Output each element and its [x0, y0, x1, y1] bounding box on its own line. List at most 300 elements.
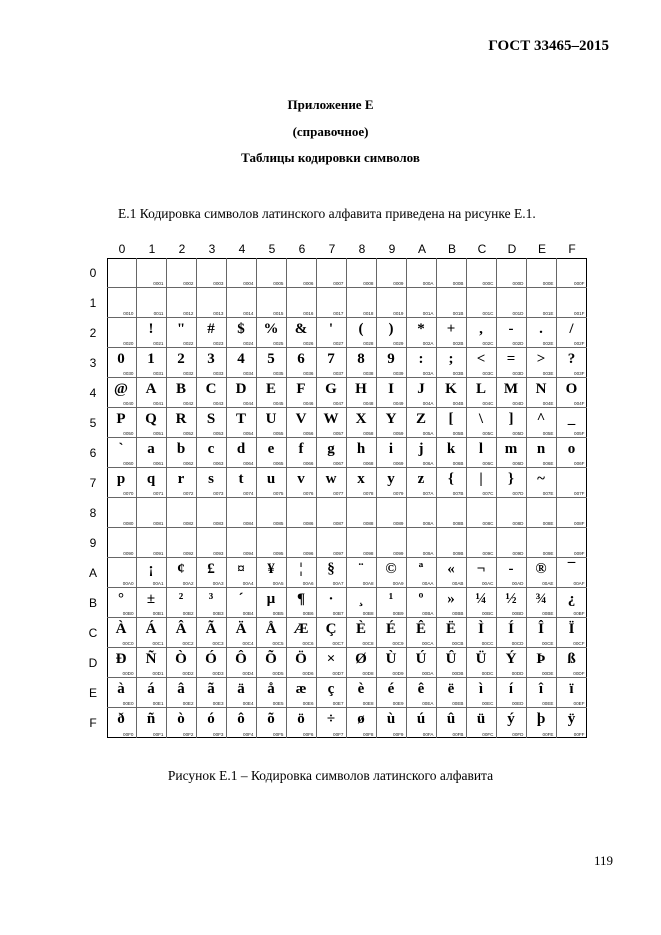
cell-code: 0043 — [213, 400, 224, 406]
row-header: C — [88, 626, 98, 640]
cell-code: 006B — [452, 460, 464, 466]
cell-code: 006F — [574, 460, 585, 466]
cell-glyph: h — [356, 440, 366, 457]
cell-code: 005E — [542, 430, 554, 436]
cell-glyph: 5 — [267, 350, 275, 367]
cell-glyph: % — [263, 320, 279, 337]
table-cell — [497, 648, 527, 678]
table-cell — [227, 408, 257, 438]
cell-code: 0007 — [333, 280, 344, 286]
cell-glyph: } — [508, 470, 514, 487]
cell-code: 00CD — [511, 640, 524, 646]
row-header: 9 — [89, 536, 97, 550]
table-cell — [407, 408, 437, 438]
table-cell — [317, 708, 347, 738]
cell-glyph: " — [176, 320, 186, 337]
row-header: E — [88, 686, 97, 700]
cell-code: 008E — [542, 520, 554, 526]
table-cell — [527, 618, 557, 648]
cell-code: 001D — [512, 310, 524, 316]
column-header: F — [568, 242, 576, 256]
cell-glyph: ' — [328, 320, 334, 337]
table-cell — [107, 708, 137, 738]
cell-code: 00E8 — [362, 700, 374, 706]
table-cell — [347, 648, 377, 678]
cell-code: 00D4 — [242, 670, 254, 676]
table-cell — [107, 438, 137, 468]
cell-glyph: ü — [476, 710, 486, 727]
cell-code: 00B5 — [272, 610, 284, 616]
cell-code: 00C6 — [302, 640, 314, 646]
column-header: E — [537, 242, 546, 256]
cell-glyph: á — [147, 680, 155, 697]
table-cell — [317, 348, 347, 378]
cell-glyph: W — [323, 410, 339, 427]
cell-glyph: Ù — [385, 650, 397, 667]
cell-code: 00DC — [481, 670, 494, 676]
table-cell — [137, 708, 167, 738]
cell-glyph: ` — [118, 440, 124, 457]
cell-code: 00ED — [512, 700, 524, 706]
cell-code: 0015 — [273, 310, 284, 316]
table-cell — [557, 588, 587, 618]
table-cell — [107, 588, 137, 618]
cell-code: 0097 — [333, 550, 344, 556]
cell-code: 0053 — [213, 430, 224, 436]
cell-code: 009A — [422, 550, 434, 556]
column-header: D — [507, 242, 517, 256]
table-cell — [167, 318, 197, 348]
cell-glyph: w — [325, 470, 337, 487]
cell-glyph: Ì — [478, 620, 484, 637]
cell-code: 0048 — [363, 400, 374, 406]
cell-code: 0088 — [363, 520, 374, 526]
cell-code: 00DE — [542, 670, 554, 676]
table-cell — [107, 258, 137, 288]
cell-code: 0083 — [213, 520, 224, 526]
cell-code: 00BF — [573, 610, 585, 616]
cell-code: 0004 — [243, 280, 254, 286]
cell-code: 0091 — [153, 550, 164, 556]
page-number: 119 — [593, 853, 613, 868]
cell-glyph: ¯ — [567, 560, 576, 577]
cell-code: 000D — [512, 280, 524, 286]
table-cell — [497, 348, 527, 378]
cell-code: 00DA — [422, 670, 434, 676]
cell-code: 000B — [452, 280, 464, 286]
cell-code: 00F0 — [123, 731, 134, 737]
cell-glyph: º — [418, 590, 424, 607]
table-cell — [497, 588, 527, 618]
cell-code: 000C — [482, 280, 494, 286]
appendix-subtitle: (справочное) — [292, 124, 369, 139]
cell-glyph: è — [357, 680, 365, 697]
table-cell — [557, 318, 587, 348]
table-cell — [227, 348, 257, 378]
cell-code: 0012 — [183, 310, 194, 316]
cell-glyph: / — [569, 320, 574, 337]
cell-glyph: Ô — [235, 650, 247, 667]
row-header: 5 — [89, 416, 97, 430]
cell-code: 005A — [422, 430, 434, 436]
cell-code: 004D — [512, 400, 524, 406]
encoding-table — [107, 258, 587, 738]
table-cell — [137, 288, 167, 318]
cell-code: 002D — [512, 340, 524, 346]
cell-glyph: X — [355, 410, 367, 427]
cell-glyph: Ñ — [145, 650, 157, 667]
table-cell — [137, 438, 167, 468]
cell-code: 00E6 — [302, 700, 314, 706]
cell-glyph: 4 — [237, 350, 245, 367]
table-cell — [227, 498, 257, 528]
table-cell — [377, 348, 407, 378]
table-cell — [437, 348, 467, 378]
cell-glyph: ! — [148, 320, 154, 337]
cell-code: 00D1 — [152, 670, 164, 676]
cell-code: 00A9 — [392, 580, 404, 586]
table-cell — [377, 678, 407, 708]
cell-code: 0062 — [183, 460, 194, 466]
cell-code: 0018 — [363, 310, 374, 316]
cell-glyph: B — [175, 380, 186, 397]
cell-glyph: É — [385, 620, 396, 637]
cell-glyph: ¼ — [475, 590, 487, 607]
cell-code: 000E — [542, 280, 554, 286]
cell-glyph: í — [508, 680, 514, 697]
cell-code: 0058 — [363, 430, 374, 436]
cell-glyph: ® — [535, 560, 547, 577]
cell-glyph: â — [177, 680, 185, 697]
table-cell — [137, 618, 167, 648]
table-cell — [497, 558, 527, 588]
cell-code: 00E5 — [272, 700, 284, 706]
table-cell — [287, 588, 317, 618]
cell-glyph: c — [207, 440, 215, 457]
cell-code: 000A — [422, 280, 434, 286]
cell-glyph: µ — [266, 590, 276, 607]
cell-code: 0038 — [363, 370, 374, 376]
cell-code: 006A — [422, 460, 434, 466]
cell-code: 00A4 — [242, 580, 254, 586]
table-cell — [557, 558, 587, 588]
table-cell — [467, 288, 497, 318]
table-cell — [437, 678, 467, 708]
row-header: 1 — [89, 296, 97, 310]
cell-glyph: · — [328, 590, 334, 607]
cell-code: 0071 — [153, 490, 164, 496]
cell-code: 007B — [452, 490, 464, 496]
cell-code: 00A6 — [302, 580, 314, 586]
cell-code: 0047 — [333, 400, 344, 406]
table-cell — [287, 618, 317, 648]
cell-glyph: 0 — [117, 350, 125, 367]
table-cell — [377, 618, 407, 648]
table-cell — [197, 288, 227, 318]
table-cell — [167, 528, 197, 558]
cell-glyph: P — [116, 410, 126, 427]
cell-glyph: ( — [358, 320, 364, 337]
table-cell — [197, 648, 227, 678]
cell-code: 001A — [422, 310, 434, 316]
cell-code: 00DD — [511, 670, 524, 676]
cell-code: 009E — [542, 550, 554, 556]
table-cell — [527, 408, 557, 438]
table-cell — [407, 528, 437, 558]
cell-code: 0080 — [123, 520, 134, 526]
cell-code: 00CC — [481, 640, 494, 646]
cell-code: 0054 — [243, 430, 254, 436]
cell-code: 004E — [542, 400, 554, 406]
row-header: 8 — [89, 506, 97, 520]
cell-glyph: ¡ — [148, 560, 154, 577]
table-cell — [167, 558, 197, 588]
table-cell — [197, 318, 227, 348]
table-cell — [107, 678, 137, 708]
cell-glyph: ¢ — [177, 560, 185, 577]
cell-code: 005D — [512, 430, 524, 436]
cell-glyph: Z — [415, 410, 426, 427]
cell-glyph: _ — [567, 410, 576, 427]
appendix-title: Приложение Е — [287, 97, 374, 112]
cell-code: 008B — [452, 520, 464, 526]
table-cell — [107, 558, 137, 588]
cell-code: 0094 — [243, 550, 254, 556]
table-cell — [197, 378, 227, 408]
cell-glyph: £ — [207, 560, 215, 577]
table-cell — [527, 348, 557, 378]
cell-code: 00F4 — [243, 731, 254, 737]
row-header: A — [88, 566, 97, 580]
column-header: 1 — [148, 242, 156, 256]
cell-code: 00AC — [482, 580, 494, 586]
table-cell — [257, 318, 287, 348]
cell-code: 00D6 — [302, 670, 314, 676]
cell-glyph: 1 — [147, 350, 155, 367]
table-cell — [287, 348, 317, 378]
cell-glyph: C — [205, 380, 217, 397]
cell-code: 0099 — [393, 550, 404, 556]
table-cell — [527, 468, 557, 498]
cell-code: 001F — [574, 310, 585, 316]
table-cell — [227, 438, 257, 468]
cell-code: 0063 — [213, 460, 224, 466]
table-cell — [257, 708, 287, 738]
table-cell — [347, 558, 377, 588]
cell-glyph: I — [388, 380, 394, 397]
cell-code: 005B — [452, 430, 464, 436]
cell-code: 0051 — [153, 430, 164, 436]
table-cell — [497, 288, 527, 318]
cell-glyph: ; — [448, 350, 454, 367]
row-header: 6 — [89, 446, 97, 460]
cell-code: 0050 — [123, 430, 134, 436]
table-cell — [407, 558, 437, 588]
cell-code: 00B3 — [212, 610, 224, 616]
table-cell — [527, 258, 557, 288]
cell-glyph: [ — [448, 410, 454, 427]
table-cell — [107, 378, 137, 408]
cell-glyph: m — [504, 440, 518, 457]
cell-code: 0036 — [303, 370, 314, 376]
cell-code: 0031 — [153, 370, 164, 376]
table-cell — [287, 648, 317, 678]
table-cell — [407, 648, 437, 678]
table-cell — [197, 618, 227, 648]
cell-glyph: ² — [178, 590, 184, 607]
cell-code: 00E1 — [152, 700, 164, 706]
table-cell — [137, 348, 167, 378]
cell-code: 0025 — [273, 340, 284, 346]
table-cell — [407, 438, 437, 468]
cell-code: 0081 — [153, 520, 164, 526]
table-cell — [437, 648, 467, 678]
table-cell — [407, 378, 437, 408]
table-cell — [227, 648, 257, 678]
cell-code: 00BA — [422, 610, 434, 616]
table-cell — [197, 528, 227, 558]
cell-code: 00CA — [422, 640, 434, 646]
cell-code: 00C9 — [392, 640, 404, 646]
table-cell — [407, 678, 437, 708]
table-cell — [347, 408, 377, 438]
table-cell — [257, 438, 287, 468]
cell-code: 0079 — [393, 490, 404, 496]
table-cell — [347, 708, 377, 738]
cell-glyph: y — [387, 470, 395, 487]
cell-glyph: ÿ — [567, 710, 576, 727]
table-cell — [257, 528, 287, 558]
cell-code: 003B — [452, 370, 464, 376]
cell-code: 00A7 — [332, 580, 344, 586]
table-cell — [227, 378, 257, 408]
table-cell — [347, 438, 377, 468]
cell-code: 006E — [542, 460, 554, 466]
table-cell — [137, 678, 167, 708]
cell-glyph: T — [235, 410, 246, 427]
cell-glyph: 3 — [207, 350, 215, 367]
table-cell — [437, 618, 467, 648]
table-cell — [437, 378, 467, 408]
cell-glyph: p — [116, 470, 126, 487]
cell-glyph: § — [327, 560, 335, 577]
cell-code: 0013 — [213, 310, 224, 316]
cell-code: 006D — [512, 460, 524, 466]
cell-code: 009C — [482, 550, 494, 556]
cell-glyph: z — [417, 470, 425, 487]
cell-code: 0077 — [333, 490, 344, 496]
cell-code: 00B1 — [152, 610, 164, 616]
table-cell — [257, 378, 287, 408]
cell-code: 00DF — [573, 670, 585, 676]
cell-glyph: Ð — [115, 650, 127, 667]
cell-glyph: @ — [114, 380, 128, 397]
table-cell — [287, 498, 317, 528]
table-cell — [467, 408, 497, 438]
table-cell — [227, 288, 257, 318]
table-cell — [347, 588, 377, 618]
column-header: 7 — [328, 242, 336, 256]
cell-glyph: k — [446, 440, 456, 457]
cell-code: 0049 — [393, 400, 404, 406]
cell-glyph: + — [446, 320, 456, 337]
table-cell — [227, 708, 257, 738]
column-header: 2 — [178, 242, 186, 256]
cell-code: 0040 — [123, 400, 134, 406]
cell-glyph: < — [476, 350, 486, 367]
row-header: 0 — [89, 266, 97, 280]
table-cell — [377, 558, 407, 588]
table-cell — [407, 258, 437, 288]
row-header: B — [88, 596, 97, 610]
cell-code: 002A — [422, 340, 434, 346]
cell-code: 00FE — [542, 731, 554, 737]
cell-glyph: À — [115, 620, 127, 637]
cell-glyph: ä — [237, 680, 245, 697]
cell-code: 00B8 — [362, 610, 374, 616]
cell-glyph: © — [385, 560, 397, 577]
cell-code: 00F8 — [363, 731, 374, 737]
table-cell — [317, 468, 347, 498]
cell-glyph: E — [265, 380, 276, 397]
cell-code: 00CF — [573, 640, 585, 646]
cell-code: 003C — [482, 370, 494, 376]
table-cell — [527, 678, 557, 708]
cell-glyph: n — [536, 440, 546, 457]
cell-code: 00FF — [573, 731, 585, 737]
cell-code: 004A — [422, 400, 434, 406]
cell-glyph: Å — [265, 620, 277, 637]
table-cell — [557, 258, 587, 288]
cell-code: 0065 — [273, 460, 284, 466]
cell-code: 00FA — [422, 731, 434, 737]
cell-glyph: v — [297, 470, 305, 487]
cell-code: 00B9 — [392, 610, 404, 616]
table-cell — [377, 648, 407, 678]
cell-glyph: b — [176, 440, 186, 457]
cell-code: 006C — [482, 460, 494, 466]
cell-code: 00C1 — [152, 640, 164, 646]
cell-glyph: ç — [327, 680, 335, 697]
cell-code: 00F9 — [393, 731, 404, 737]
table-cell — [317, 318, 347, 348]
cell-code: 0042 — [183, 400, 194, 406]
cell-glyph: O — [565, 380, 578, 397]
cell-code: 004F — [574, 400, 585, 406]
table-cell — [287, 378, 317, 408]
cell-code: 0044 — [243, 400, 254, 406]
table-cell — [407, 498, 437, 528]
table-cell — [317, 498, 347, 528]
cell-glyph: N — [535, 380, 547, 397]
cell-glyph: ´ — [238, 590, 244, 607]
table-cell — [167, 378, 197, 408]
cell-code: 00D3 — [212, 670, 224, 676]
cell-code: 008F — [574, 520, 585, 526]
table-cell — [527, 318, 557, 348]
cell-code: 0011 — [153, 310, 164, 316]
table-cell — [557, 378, 587, 408]
cell-code: 0001 — [153, 280, 164, 286]
cell-code: 00D9 — [392, 670, 404, 676]
cell-code: 00A3 — [212, 580, 224, 586]
cell-glyph: ) — [388, 320, 394, 337]
table-cell — [107, 288, 137, 318]
table-cell — [557, 348, 587, 378]
table-cell — [167, 708, 197, 738]
cell-code: 00BB — [452, 610, 464, 616]
table-cell — [527, 498, 557, 528]
